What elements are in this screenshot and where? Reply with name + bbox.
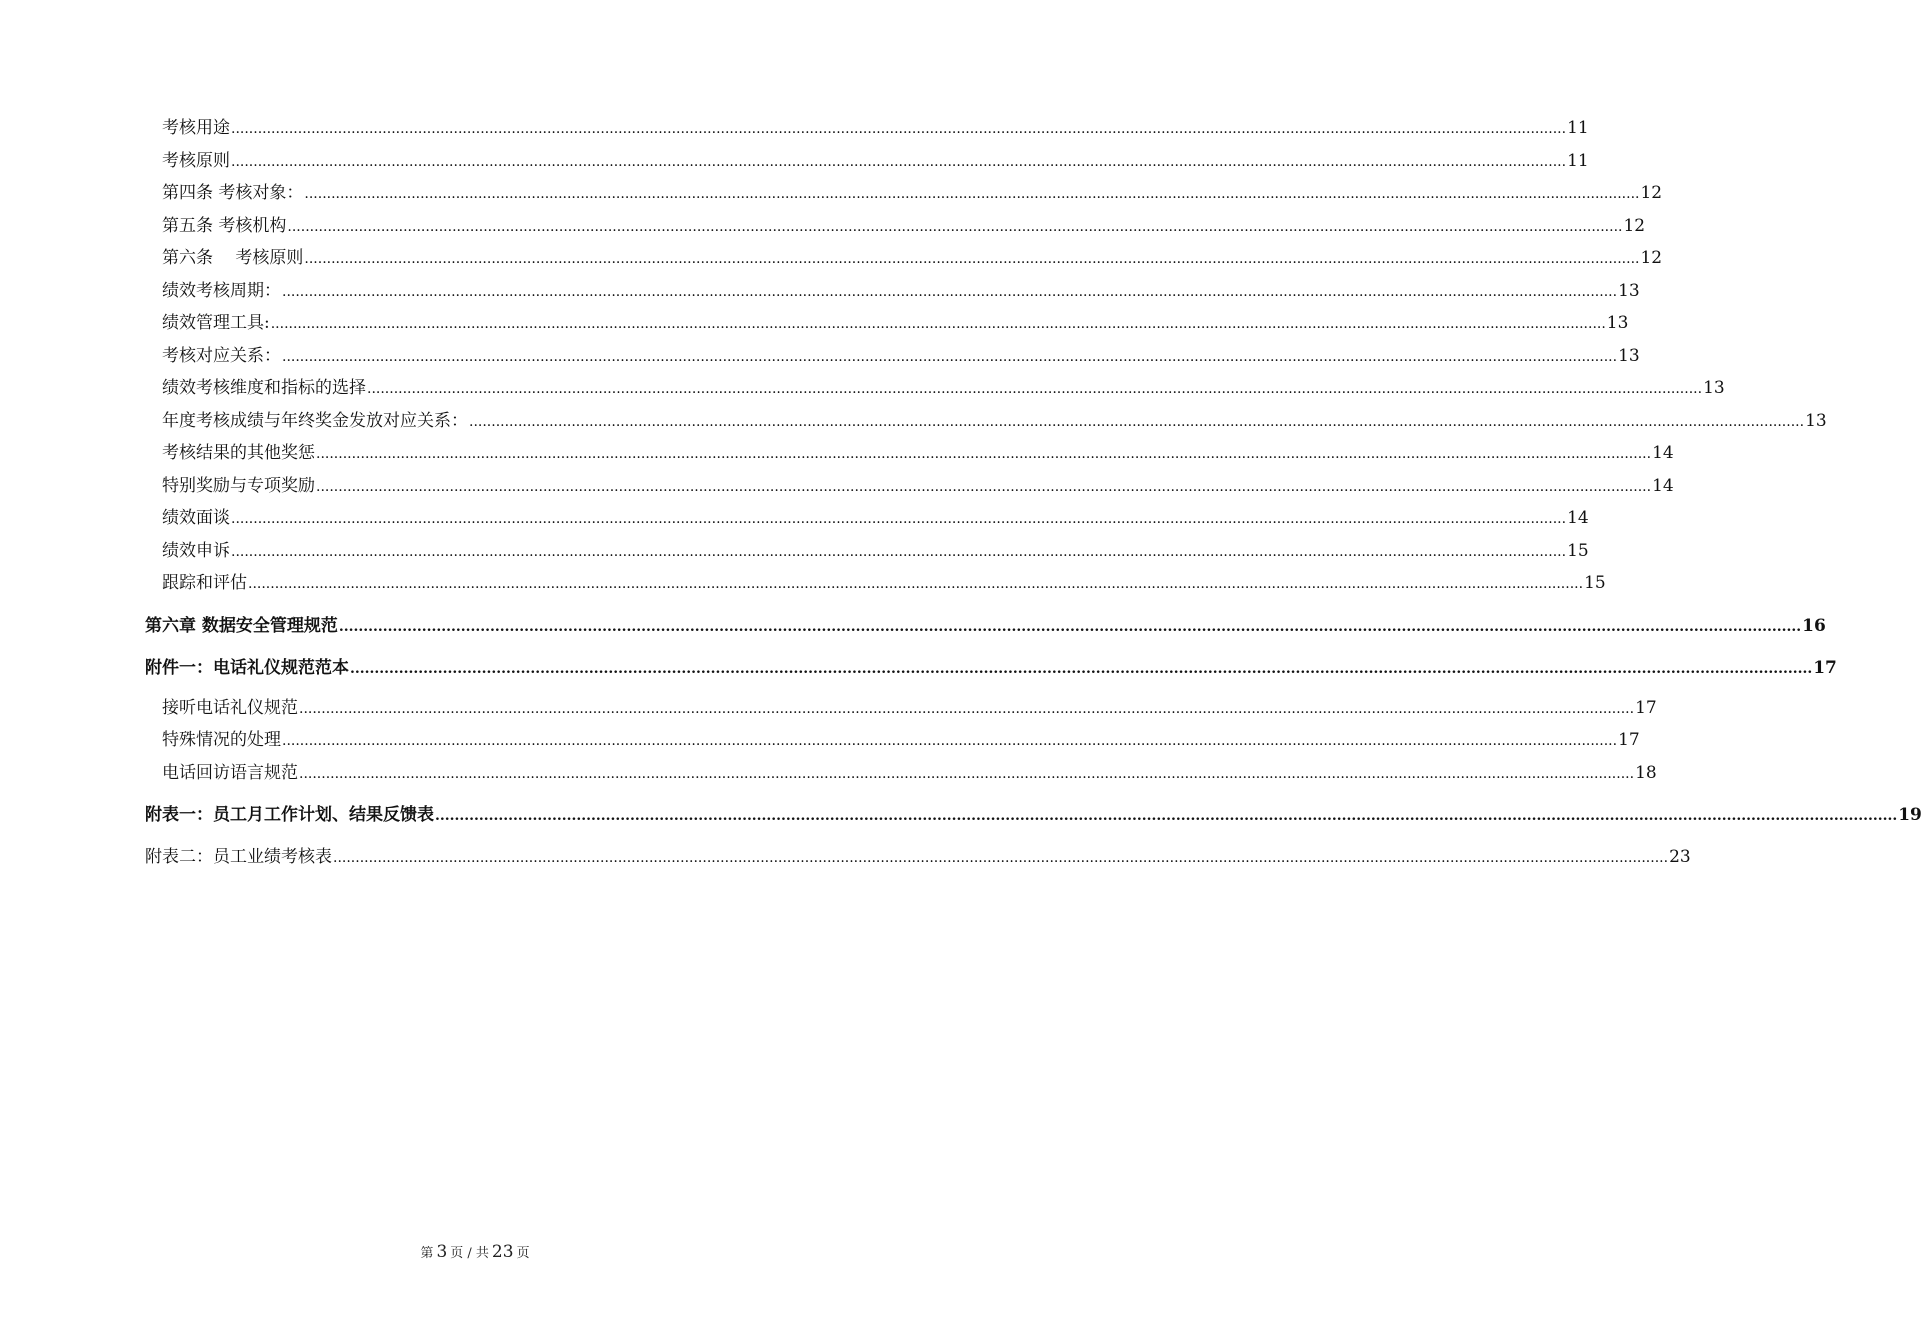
toc-entry-page: 11 <box>1567 150 1589 171</box>
toc-entry-title: 绩效面谈 <box>162 508 230 528</box>
toc-entry-page: 16 <box>1802 615 1826 636</box>
toc-entry-title: 第四条 考核对象： <box>162 183 304 203</box>
toc-chapter-entry[interactable] <box>145 805 1922 847</box>
toc-entry-title: 绩效考核周期： <box>162 280 281 301</box>
toc-leader-dots: ............................................................................................................................................................................................................................................................................................................ <box>282 733 1618 749</box>
toc-entry-title: 附表一：员工月工作计划、结果反馈表 <box>145 805 434 825</box>
toc-entry-page: 13 <box>1606 313 1629 333</box>
toc-entry-title: 第六条 考核原则 <box>162 248 304 268</box>
toc-entry[interactable] <box>145 313 1629 346</box>
toc-entry-title: 第五条 考核机构 <box>162 215 287 236</box>
spacer <box>145 606 806 616</box>
toc-leader-dots: ............................................................................................................................................................................................................................................................................................................ <box>231 543 1567 560</box>
toc-leader-dots: ............................................................................................................................................................................................................................................................................................................ <box>469 413 1805 430</box>
footer-current-page: 3 <box>436 1242 448 1262</box>
toc-entry-title: 接听电话礼仪规范 <box>162 697 298 718</box>
toc-entry-title: 绩效管理工具: <box>162 313 270 333</box>
toc-entry-page: 13 <box>1805 410 1827 431</box>
toc-leader-dots: ............................................................................................................................................................................................................................................................................................................ <box>299 765 1635 782</box>
toc-entry-title: 考核结果的其他奖惩 <box>162 443 315 463</box>
toc-entry-page: 19 <box>1898 805 1922 825</box>
toc-entry-page: 18 <box>1635 762 1657 783</box>
toc-entry-page: 15 <box>1584 573 1606 593</box>
toc-entry-page: 23 <box>1669 847 1691 867</box>
toc-entry[interactable] <box>145 475 1674 509</box>
table-of-contents <box>145 118 1922 889</box>
toc-leader-dots: ............................................................................................................................................................................................................................................................................................................ <box>231 511 1567 527</box>
toc-entry-page: 11 <box>1567 118 1589 138</box>
toc-entry-title: 特殊情况的处理 <box>162 730 281 750</box>
toc-entry[interactable] <box>145 150 1589 184</box>
toc-entry-title: 附表二：员工业绩考核表 <box>145 847 332 867</box>
toc-entry[interactable] <box>145 345 1640 379</box>
toc-entry-page: 15 <box>1567 540 1589 561</box>
toc-entry-title: 电话回访语言规范 <box>162 762 298 783</box>
toc-entry-page: 13 <box>1703 378 1725 398</box>
toc-entry-title: 第六章 数据安全管理规范 <box>145 615 338 636</box>
toc-entry[interactable] <box>145 183 1663 216</box>
toc-leader-dots: ............................................................................................................................................................................................................................................................................................................ <box>304 186 1640 202</box>
toc-leader-dots: ............................................................................................................................................................................................................................................................................................................ <box>435 808 1898 824</box>
toc-leader-dots: ............................................................................................................................................................................................................................................................................................................ <box>350 660 1813 677</box>
toc-leader-dots: ............................................................................................................................................................................................................................................................................................................ <box>231 153 1567 170</box>
toc-entry-page: 17 <box>1635 697 1657 718</box>
toc-entry[interactable] <box>145 378 1725 411</box>
toc-leader-dots: ............................................................................................................................................................................................................................................................................................................ <box>304 251 1640 267</box>
footer-total-pages: 23 <box>491 1242 514 1262</box>
toc-entry-page: 17 <box>1813 657 1837 678</box>
toc-chapter-entry[interactable] <box>145 615 1826 658</box>
footer-suffix: 页 <box>516 1246 530 1261</box>
toc-entry-title: 绩效申诉 <box>162 540 230 561</box>
toc-entry-title: 年度考核成绩与年终奖金发放对应关系： <box>162 410 468 431</box>
toc-entry-title: 考核用途 <box>162 118 230 138</box>
page-footer <box>0 1242 950 1262</box>
toc-entry[interactable] <box>145 248 1663 281</box>
toc-leader-dots: ............................................................................................................................................................................................................................................................................................................ <box>270 316 1606 332</box>
toc-leader-dots: ............................................................................................................................................................................................................................................................................................................ <box>333 850 1669 866</box>
toc-entry[interactable] <box>145 762 1657 796</box>
toc-leader-dots: ............................................................................................................................................................................................................................................................................................................ <box>367 381 1703 397</box>
toc-leader-dots: ............................................................................................................................................................................................................................................................................................................ <box>231 121 1567 137</box>
toc-leader-dots: ............................................................................................................................................................................................................................................................................................................ <box>316 446 1652 462</box>
toc-entry-title: 考核对应关系： <box>162 345 281 366</box>
spacer <box>145 795 806 805</box>
toc-entry-page: 12 <box>1640 248 1663 268</box>
toc-leader-dots: ............................................................................................................................................................................................................................................................................................................ <box>287 218 1623 235</box>
toc-entry[interactable] <box>145 215 1646 249</box>
toc-entry[interactable] <box>145 573 1606 606</box>
toc-entry[interactable] <box>145 508 1589 541</box>
toc-leader-dots: ............................................................................................................................................................................................................................................................................................................ <box>282 283 1618 300</box>
toc-entry[interactable] <box>145 280 1640 314</box>
toc-entry-title: 特别奖励与专项奖励 <box>162 475 315 496</box>
toc-entry-title: 考核原则 <box>162 150 230 171</box>
toc-entry-page: 13 <box>1618 345 1640 366</box>
toc-entry[interactable] <box>145 118 1589 151</box>
toc-entry-page: 13 <box>1618 280 1640 301</box>
toc-entry[interactable] <box>145 730 1640 763</box>
footer-middle: 页 / 共 <box>450 1246 489 1261</box>
toc-chapter-entry[interactable] <box>145 657 1837 698</box>
toc-entry-page: 12 <box>1640 183 1663 203</box>
toc-leader-dots: ............................................................................................................................................................................................................................................................................................................ <box>299 700 1635 717</box>
toc-entry[interactable] <box>145 410 1827 444</box>
toc-entry[interactable] <box>145 443 1674 476</box>
toc-entry-title: 绩效考核维度和指标的选择 <box>162 378 366 398</box>
toc-entry-page: 12 <box>1623 215 1646 236</box>
toc-entry-page: 17 <box>1618 730 1640 750</box>
toc-entry[interactable] <box>145 697 1657 731</box>
toc-entry-page: 14 <box>1652 475 1674 496</box>
toc-chapter-entry[interactable] <box>145 847 1691 889</box>
toc-leader-dots: ............................................................................................................................................................................................................................................................................................................ <box>338 618 1802 635</box>
toc-leader-dots: ............................................................................................................................................................................................................................................................................................................ <box>316 478 1652 495</box>
footer-prefix: 第 <box>420 1246 434 1261</box>
toc-entry-page: 14 <box>1652 443 1674 463</box>
toc-entry-title: 附件一：电话礼仪规范范本 <box>145 657 349 678</box>
toc-entry-title: 跟踪和评估 <box>162 573 247 593</box>
toc-entry[interactable] <box>145 540 1589 574</box>
toc-leader-dots: ............................................................................................................................................................................................................................................................................................................ <box>282 348 1618 365</box>
toc-leader-dots: ............................................................................................................................................................................................................................................................................................................ <box>248 576 1584 592</box>
toc-entry-page: 14 <box>1567 508 1589 528</box>
